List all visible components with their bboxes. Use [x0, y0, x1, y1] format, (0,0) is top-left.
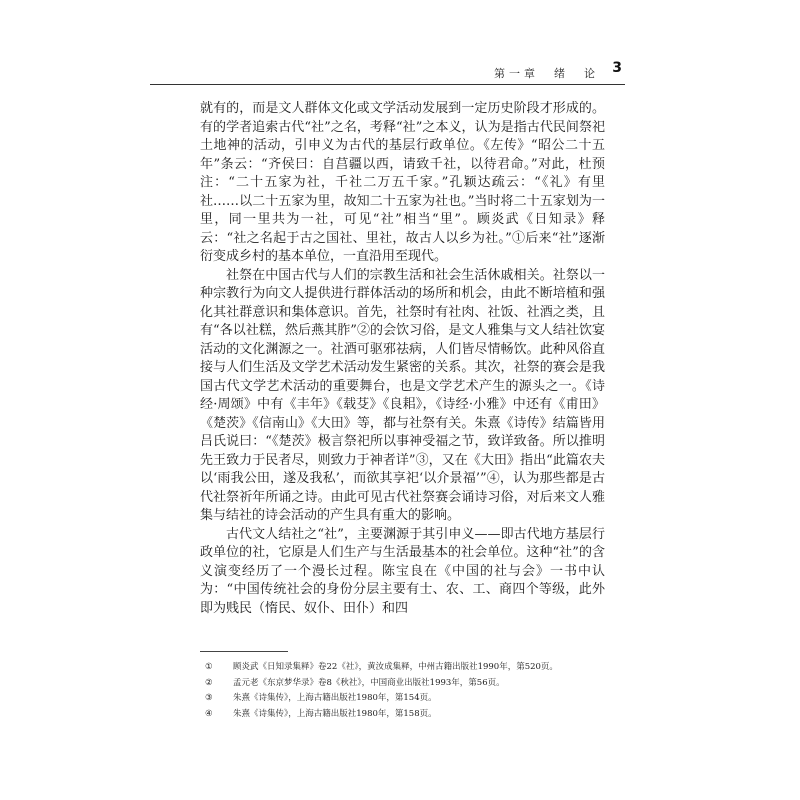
footnote-text: 顾炎武《日知录集释》卷22《社》，黄汝成集释，中州古籍出版社1990年，第520页。 [233, 662, 558, 672]
footnote-1 [205, 660, 605, 676]
footnote-2 [205, 676, 605, 692]
footnote-marker: ② [205, 677, 213, 688]
footnote-3 [205, 691, 605, 707]
footnote-marker: ① [205, 662, 213, 672]
paragraph-2: 社祭在中国古代与人们的宗教生活和社会生活休戚相关。社祭以一种宗教行为向文人提供进行群体活动的场所和机会，由此不断培植和强化其社群意识和集体意识。首先，社祭时有社肉、社饭、社酒之类，且有“各以社糕，然后燕其胙”②的会饮习俗，是文人雅集与文人结社饮宴活动的文化渊源之一。社酒可驱邪祛病，人们皆尽情畅饮。此种风俗直接与人们生活及文学艺术活动发生紧密的关系。其次，社祭的赛会是我国古代文学艺术活动的重要舞台，也是文学艺术产生的源头之一。《诗经·周颂》中有《丰年》《载芟》《良耜》，《诗经·小雅》中还有《甫田》《楚茨》《信南山》《大田》等，都与社祭有关。朱熹《诗传》结篇皆用吕氏说曰：“《楚茨》极言祭祀所以事神受福之节，致详致备。所以推明先王致力于民者尽，则致力于神者详”③，又在《大田》指出“此篇农夫以‘雨我公田，遂及我私’，而欲其享祀‘以介景福’”④，认为那些都是古代社祭祈年所诵之诗。由此可见古代社祭赛会诵诗习俗，对后来文人雅集与结社的诗会活动的产生具有重大的影响。 [200, 267, 605, 523]
footnotes [205, 660, 605, 722]
footnote-4 [205, 707, 605, 723]
body-text [200, 100, 605, 618]
paragraph-3: 古代文人结社之“社”，主要渊源于其引申义——即古代地方基层行政单位的社，它原是人们生产与生活最基本的社会单位。这种“社”的含义演变经历了一个漫长过程。陈宝良在《中国的社与会》一书中认为：“中国传统社会的身份分层主要有士、农、工、商四个等级，此外即为贱民（惰民、奴仆、田仆）和四 [200, 526, 605, 616]
footnote-text: 朱熹《诗集传》，上海古籍出版社1980年，第158页。 [233, 708, 437, 719]
footnote-text: 朱熹《诗集传》，上海古籍出版社1980年，第154页。 [233, 693, 437, 703]
footnote-text: 孟元老《东京梦华录》卷8《秋社》，中国商业出版社1993年，第56页。 [233, 677, 505, 688]
chapter-title: 第一章 绪 论 [494, 67, 599, 80]
running-header [150, 60, 625, 85]
footnote-divider [200, 651, 288, 652]
footnote-marker: ③ [205, 693, 213, 703]
page-number: 3 [612, 60, 622, 76]
paragraph-1: 就有的，而是文人群体文化或文学活动发展到一定历史阶段才形成的。有的学者追索古代“社”之名，考释“社”之本义，认为是指古代民间祭祀土地神的活动，引申义为古代的基层行政单位。《左传》“昭公二十五年”条云：“齐侯曰：自莒疆以西，请致千社，以待君命。”对此，杜预注：“二十五家为社，千社二万五千家。”孔颖达疏云：“《礼》有里社……以二十五家为里，故知二十五家为社也。”当时将二十五家划为一里，同一里共为一社，可见“社”相当“里”。顾炎武《日知录》释云：“社之名起于古之国社、里社，故古人以乡为社。”①后来“社”逐渐衍变成乡村的基本单位，一直沿用至现代。 [200, 101, 605, 264]
footnote-marker: ④ [205, 708, 213, 719]
